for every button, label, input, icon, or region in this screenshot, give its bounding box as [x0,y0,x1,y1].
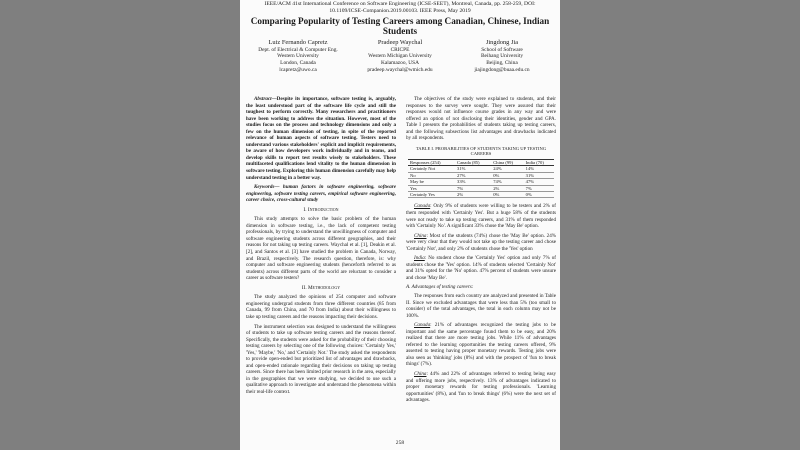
author-name: Pradeep Waychal [377,39,423,46]
table-cell: 31% [455,166,491,172]
table-cell: 2% [491,185,523,191]
methodology-paragraph-2: The instrument selection was designed to understand the willingness of students to take up software testing careers and the reasons thereof. Specifically, the students were asked for the probability of their choosing testing careers by selecting one of the following choices: 'Certainly Yes,' 'Yes,' 'Maybe,' 'No,' and 'Certainly Not.' The study asked the respondents to provide open-ended but prioritized list of advantages and drawbacks, and open-ended rationale regarding their decisions on taking up testing careers. Since there has been limited prior research in the area, especially in the geographies that we were studying, we decided to use such a qualitative approach to investigate and understand the phenomena within their real-life context. [246,323,396,395]
table-header-cell: Responses (254) [410,160,441,166]
left-column [246,96,396,399]
canada-advantages-text: : 21% of advantages recognized the testing jobs to be important and the same percentage found them to be easy, and 20% realized that there are more testing jobs. While 11% of advantages referred to the learning opportunities the testing careers offered, 9% asserted to testing having proper monetary rewards. Testing jobs were also seen as 'thinking' jobs (8%) and with the prospect of 'fun to break things' (7%). [406,322,556,368]
introduction-paragraph: This study attempts to solve the basic problem of the human dimension in software testing, i.e., the lack of competent testing professionals, by trying to understand the unwillingness of computer and software engineering students across different geographies, and their reasons for not taking up testing careers. Waychal et al. [1], Deakin et al. [2], and Santos et al. [3] have studied the problem in Canada, Norway, and Brazil, respectively. The research question, therefore, is: why computer and software engineering students (henceforth referred to as students) across different parts of the world are reluctant to consider a career as software testers? [246,216,396,282]
table-cell: 7% [524,185,554,191]
table-cell: 74% [491,179,523,185]
author-location: Kalamazoo, USA [380,60,420,67]
india-probability-paragraph [406,255,556,281]
section-heading-methodology: II. Methodology [301,284,341,291]
abstract [246,96,396,181]
india-label: India [414,255,425,262]
author-institution: Beihang University [480,53,524,60]
probabilities-table [408,159,554,198]
china-label: China [414,371,427,378]
methodology-paragraph-1: The study analyzed the opinions of 254 computer and software engineering undergrad students from three different countries (85 from Canada, 99 from China, and 70 from India) about their willingness to take up testing careers and the reasons impacting their decisions. [246,294,396,320]
table-cell: May be [408,179,455,185]
table-row [408,192,554,198]
keywords-text: — human factors in software engineering, software engineering, software testing careers, empirical software engineering, career choice, cross-cultural study [246,184,396,204]
table-header-cell: India (70) [525,160,544,166]
author-location: Beijing, China [486,60,518,67]
abstract-text: —Despite its importance, software testing is, arguably, the least understood part of the software life cycle and still the toughest to perform correctly. Many researchers and practitioners have been working to address the situation. However, most of the studies focus on the process and technology dimensions and only a few on the human dimension of testing, in spite of the reported relevance of human aspects of software testing. Testers need to understand various stakeholders' explicit and implicit requirements, be aware of how developers work individually and in teams, and develop skills to report test results wisely to stakeholders. These multifaceted qualifications lend vitality to the human dimension in software testing. Exploring this human dimension carefully may help understand testing in a better way. [246,96,396,181]
table-cell: 47% [524,179,554,185]
table-caption: TABLE I. PROBABILITIES OF STUDENTS TAKING UP TESTING CAREERS [415,145,547,157]
table-cell: 2% [455,192,491,198]
author-email[interactable]: pradeep.waychal@wmich.edu [367,66,433,73]
table-cell: Yes [408,185,455,191]
paper-title: Comparing Popularity of Testing Careers among Canadian, Chinese, Indian Students [250,16,550,36]
author-institution: Western University [277,53,319,60]
subsection-heading-advantages: A. Advantages of testing careers: [406,284,474,291]
china-advantages-paragraph [406,371,556,404]
table-cell: 0% [491,172,523,178]
table-cell: 33% [455,179,491,185]
table-cell: No [408,172,455,178]
abstract-label: Abstract [254,96,272,102]
author-location: London, Canada [280,60,316,67]
objectives-paragraph: The objectives of the study were explained to students, and their responses to the survey were sought. They were assured that their responses would not influence course grades in any way and were offered an option of not disclosing their identities, gender and GPA. Table I presents the probabilities of students taking up testing careers, and the following subsections list advantages and drawbacks indicated by all respondents. [406,96,556,142]
table-cell: 7% [455,185,491,191]
china-label: China [414,232,427,239]
canada-text: : Only 9% of students were willing to be testers and 2% of them responded with 'Certainly Yes'. But a huge 58% of the students were not ready to take up testing careers, and 31% of them responded with 'Certainly No'. A significant 33% chose the 'May Be' option. [406,203,556,230]
china-probability-paragraph [406,233,556,253]
author-name: Jingdong Jia [485,39,519,46]
author-block-2 [350,40,450,74]
author-affiliation: Dept. of Electrical & Computer Eng. [258,46,338,53]
keywords-label: Keywords [254,184,275,191]
table-cell: Certainly Not [408,166,455,172]
table-cell: 14% [524,166,554,172]
keywords [246,184,396,204]
china-text: : Most of the students (74%) chose the 'May Be' option. 24% were very clear that they would not take up the testing career and chose 'Certainly Not', and only 2% of students chose the 'Yes' option [406,232,556,252]
page-number: 258 [395,440,405,446]
conference-header-line-1: IEEE/ACM 41st International Conference on Software Engineering (ICSE-SEET), Montreal, Canada, pp. 258-259, DOI: [264,1,536,7]
section-heading-introduction: I. Introduction [303,206,339,213]
author-block-1 [248,40,348,74]
canada-advantages-paragraph [406,322,556,368]
author-name: Luiz Fernando Capretz [268,39,328,46]
author-institution: Western Michigan University [368,53,432,60]
table-cell: 0% [524,192,554,198]
india-text: : No student chose the 'Certainly Yes' option and only 7% of students chose the 'Yes' option. 14% of students selected 'Certainly Not' and 31% opted for the 'No' option. 47% percent of students were unsure and chose 'May Be'. [406,255,556,281]
right-column [406,96,556,407]
canada-label: Canada [414,203,431,210]
author-affiliation: CRICPE [390,46,410,53]
advantages-paragraph: The responses from each country are analyzed and presented in Table II. Since we excluded advantages that were less than 5% (too small to consider) of the total advantages, the total in each column may not be 100%. [406,293,556,319]
table-header-cell: Canada (85) [457,160,480,166]
author-block-3 [452,40,552,74]
paper-page [240,0,560,450]
author-email[interactable]: lcapretz@uwo.ca [279,66,317,73]
table-cell: 0% [491,192,523,198]
conference-header-line-2: 10.1109/ICSE-Companion.2019.00103. IEEE Press, May 2019 [329,8,471,14]
table-cell: 24% [491,166,523,172]
table-header-cell: China (99) [493,160,514,166]
table-cell: 31% [524,172,554,178]
table-cell: 27% [455,172,491,178]
author-affiliation: School of Software [481,46,523,53]
canada-probability-paragraph [406,203,556,229]
table-cell: Certainly Yes [408,192,455,198]
canada-label: Canada [414,322,431,329]
china-advantages-text: : 44% and 22% of advantages referred to testing being easy and offering more jobs, respectively. 13% of advantages indicated to proper monetary rewards for testing professionals. 'Learning opportunities' (8%), and 'fun to break things' (6%) were the next set of advantages. [406,371,556,404]
author-email[interactable]: jiajingdong@buaa.edu.cn [474,66,530,73]
